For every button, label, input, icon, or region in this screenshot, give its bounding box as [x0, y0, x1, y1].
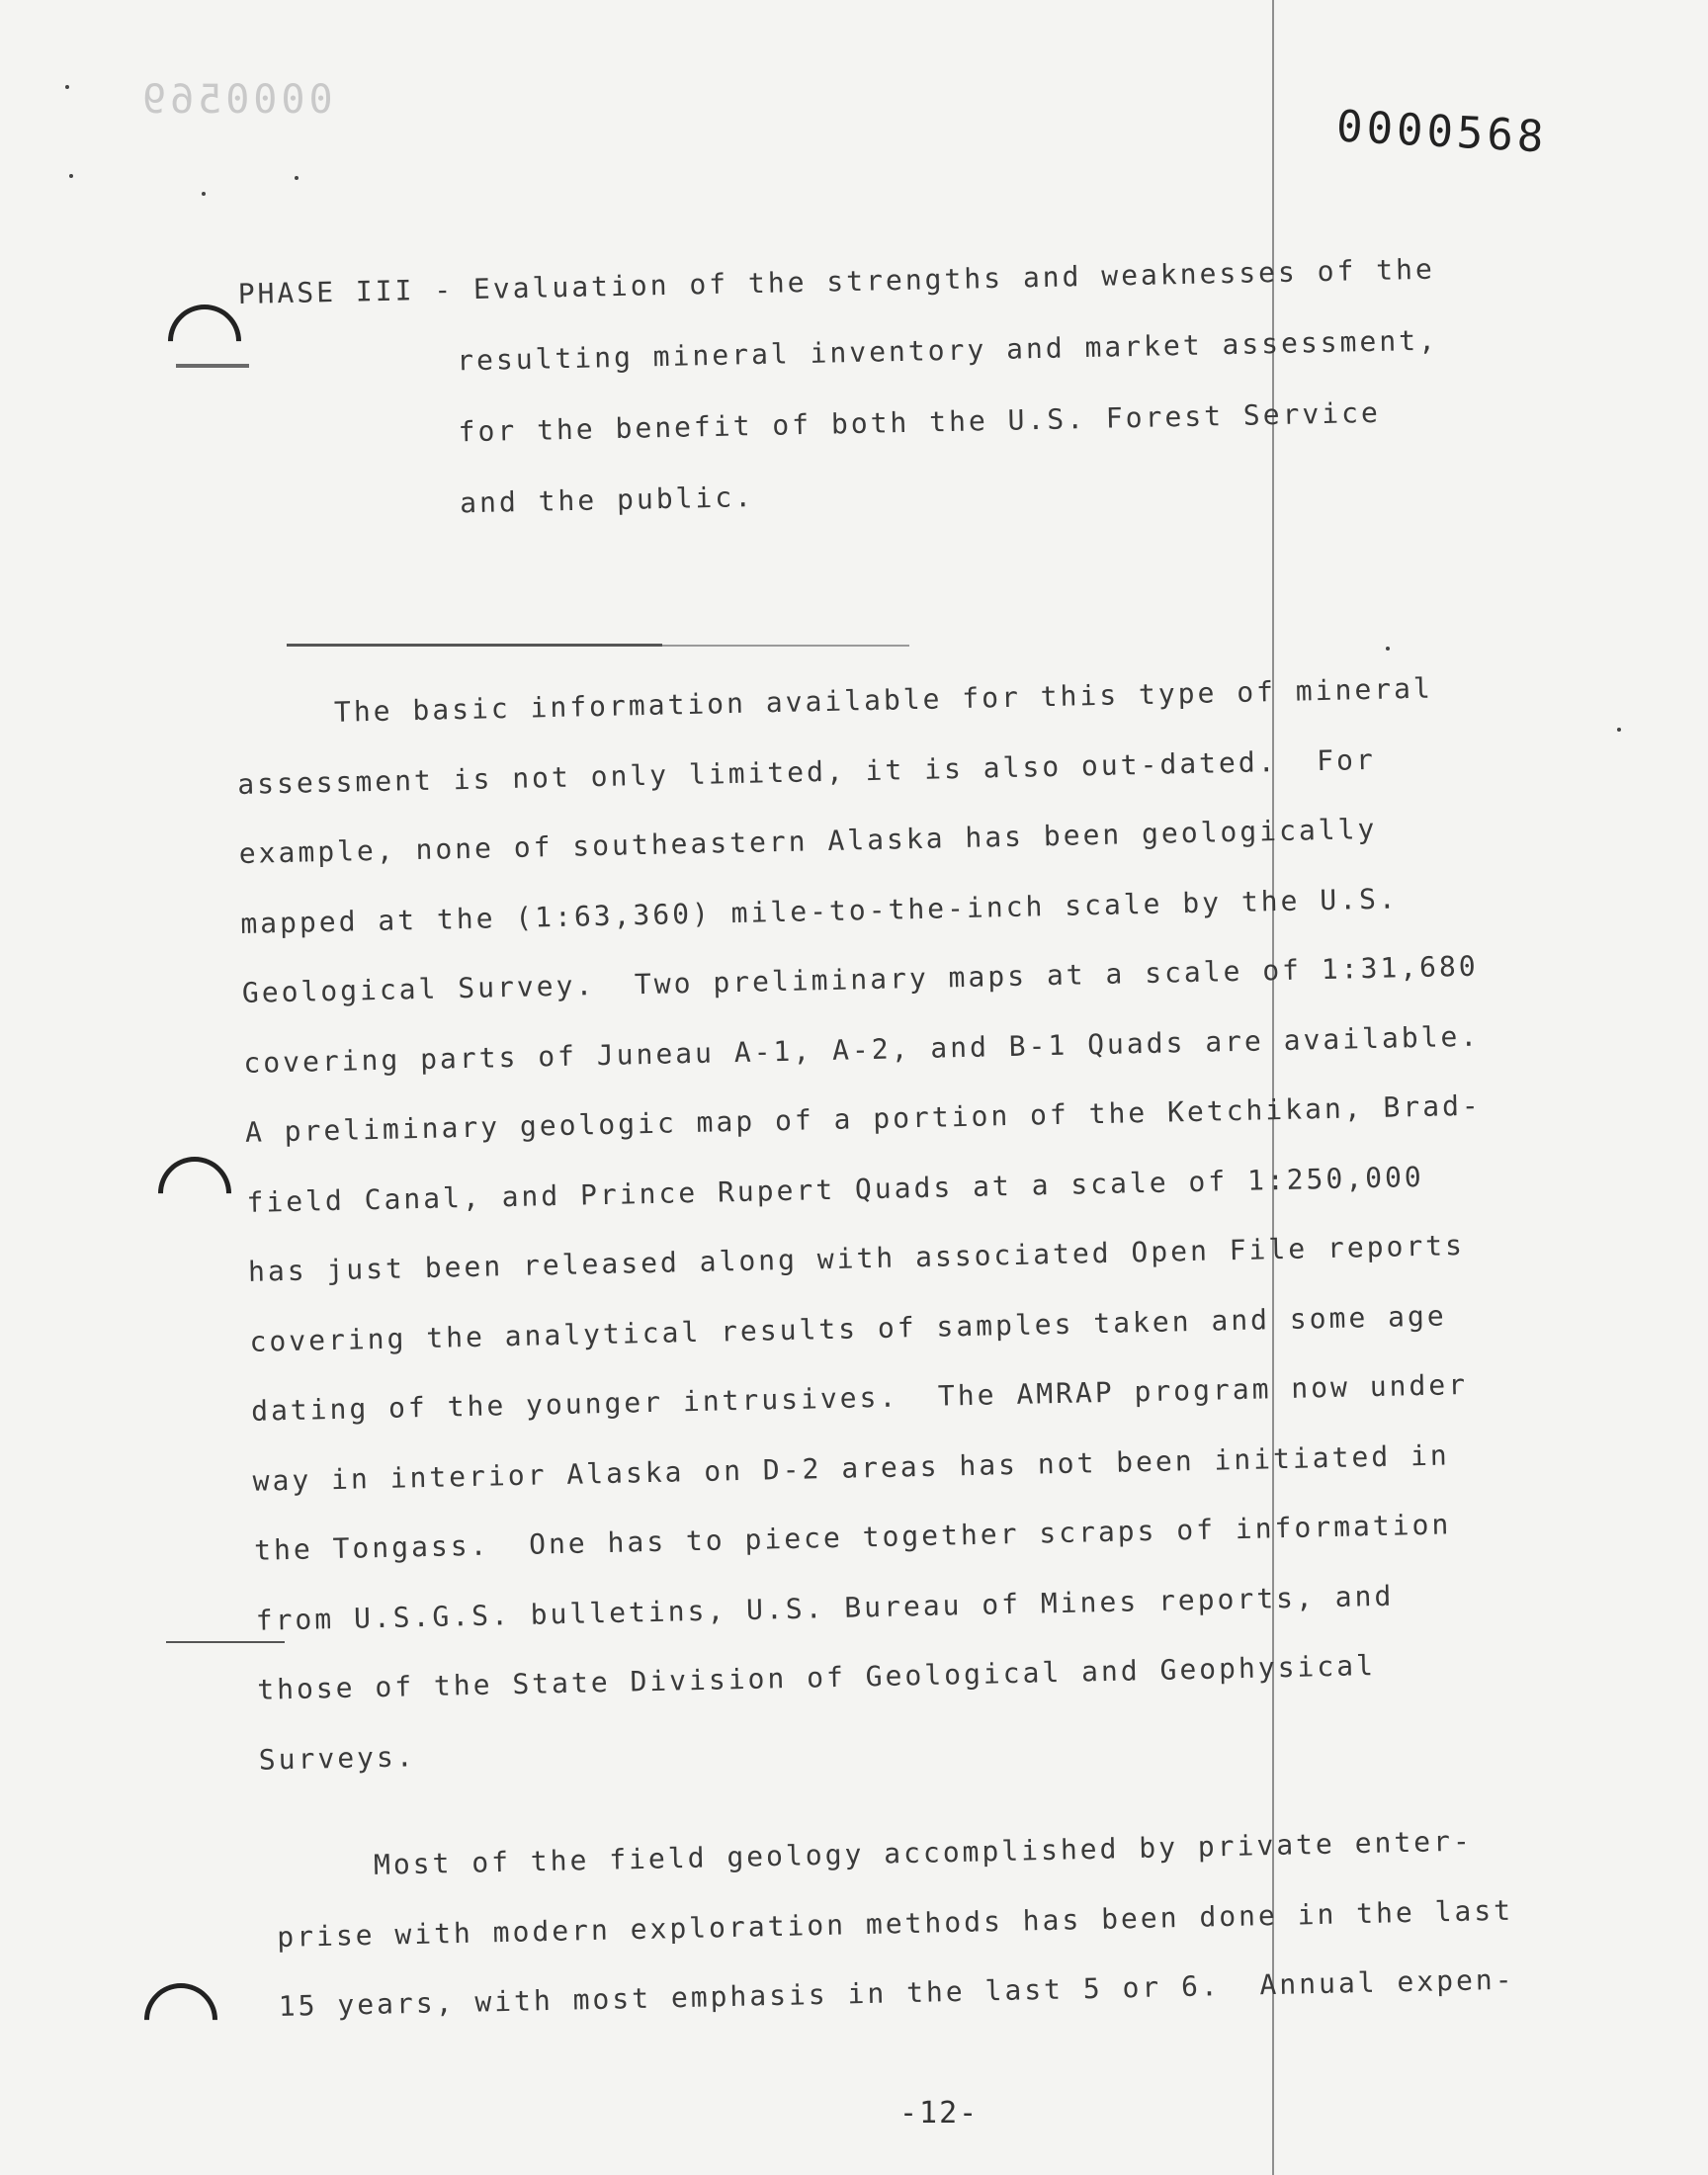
text-line: The basic information available for this type of mineral	[235, 671, 1434, 731]
speck	[65, 85, 69, 89]
phase-line: resulting mineral inventory and market assessment,	[456, 323, 1439, 378]
section-divider	[287, 644, 662, 647]
speck	[1617, 728, 1621, 732]
document-stamp-number: 0000568	[1334, 101, 1549, 163]
phase-line: for the benefit of both the U.S. Forest Service	[458, 395, 1382, 449]
text-line: 15 years, with most emphasis in the last 5 or 6. Annual expen-	[278, 1962, 1515, 2023]
speck	[69, 174, 73, 178]
text-line: way in interior Alaska on D-2 areas has not been initiated in	[252, 1437, 1451, 1498]
text-line: Geological Survey. Two preliminary maps at a scale of 1:31,680	[241, 949, 1479, 1009]
text-line: the Tongass. One has to piece together scraps of information	[253, 1508, 1452, 1567]
speck	[1386, 647, 1390, 651]
bleed-through-number: 0000569	[138, 77, 333, 123]
phase-line: PHASE III - Evaluation of the strengths and weaknesses of the	[237, 252, 1436, 310]
section-divider-faint	[662, 645, 909, 647]
phase-line: and the public.	[459, 480, 755, 520]
speck	[202, 192, 206, 196]
paragraph-basic-information	[235, 652, 1544, 1795]
paragraph-field-geology	[275, 1805, 1564, 2043]
phase-three-section	[237, 234, 1439, 544]
text-line: A preliminary geologic map of a portion of the Ketchikan, Brad-	[244, 1088, 1483, 1149]
punch-hole-icon	[129, 1968, 233, 2072]
text-line: dating of the younger intrusives. The AMRAP program now under	[250, 1367, 1469, 1428]
punch-hole-mark	[176, 364, 249, 368]
page-number: -12-	[899, 2096, 980, 2131]
speck	[295, 176, 299, 180]
margin-mark	[166, 1641, 285, 1643]
text-line: Most of the field geology accomplished by private enter-	[275, 1824, 1474, 1883]
text-line: Surveys.	[258, 1739, 417, 1777]
text-line: example, none of southeastern Alaska has been geologically	[238, 812, 1378, 870]
text-line: prise with modern exploration methods has been done in the last	[276, 1893, 1514, 1954]
text-line: from U.S.G.S. bulletins, U.S. Bureau of Mines reports, and	[255, 1579, 1395, 1637]
text-line: covering the analytical results of samples taken and some age	[249, 1298, 1447, 1358]
text-line: covering parts of Juneau A-1, A-2, and B-1 Quads are available.	[243, 1019, 1481, 1080]
text-line: assessment is not only limited, it is also out-dated. For	[236, 742, 1377, 801]
text-line: has just been released along with associated Open File reports	[247, 1229, 1466, 1288]
text-line: field Canal, and Prince Rupert Quads at a scale of 1:250,000	[246, 1160, 1425, 1219]
text-line: those of the State Division of Geological and Geophysical	[256, 1649, 1377, 1706]
text-line: mapped at the (1:63,360) mile-to-the-inch scale by the U.S.	[240, 881, 1400, 940]
punch-hole-icon	[143, 1142, 247, 1246]
